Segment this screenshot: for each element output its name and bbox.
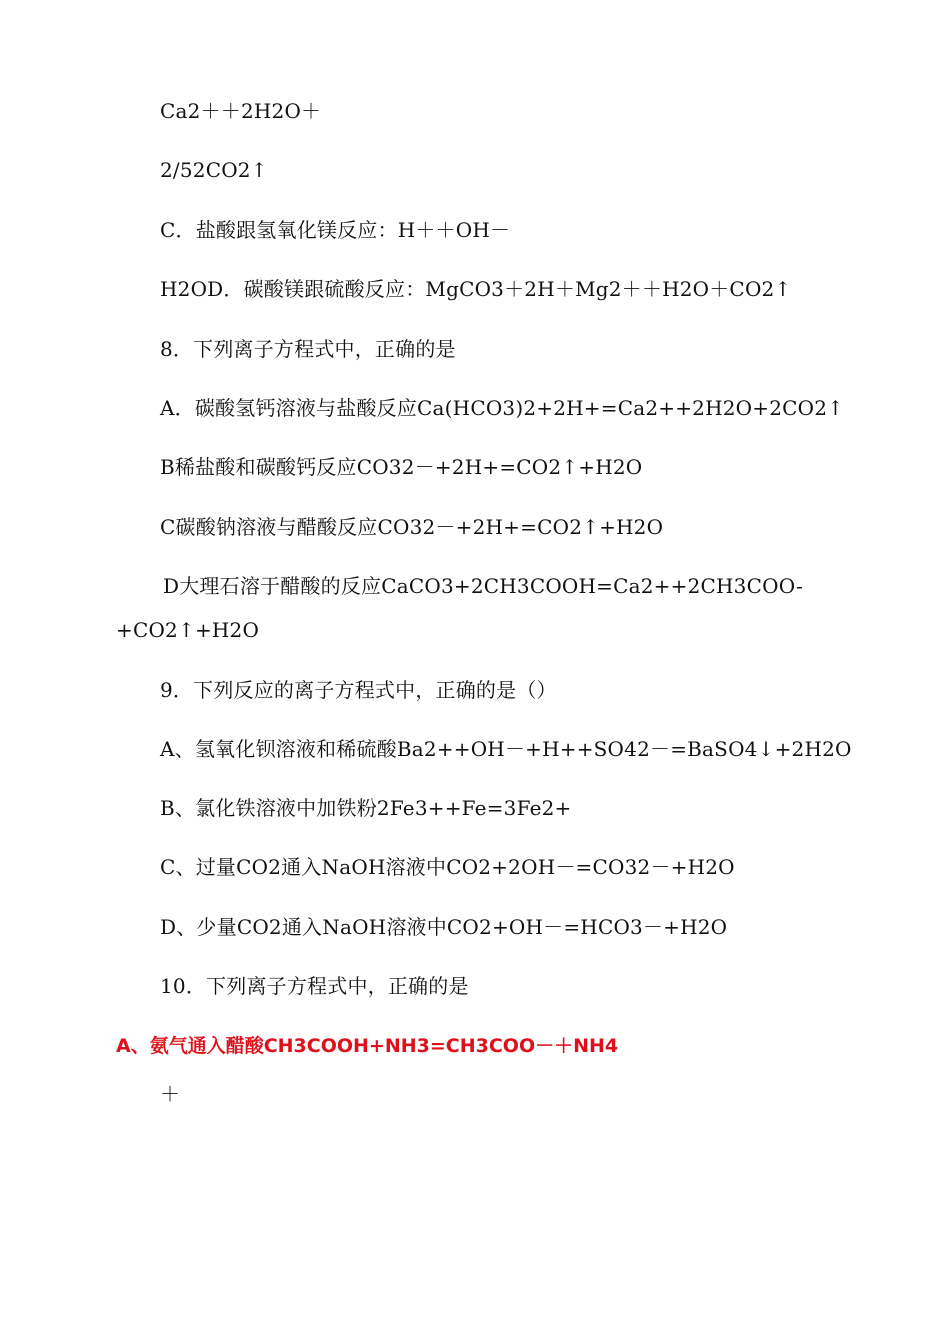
question-8-option-b: B稀盐酸和碳酸钙反应CO32－+2H+=CO2↑+H2O [160, 455, 643, 479]
option-d-mgco3-h2so4: H2OD．碳酸镁跟硫酸反应：MgCO3＋2H＋Mg2＋＋H2O＋CO2↑ [160, 277, 792, 301]
question-8-option-d-continued: +CO2↑+H2O [116, 618, 260, 642]
question-9: 9．下列反应的离子方程式中，正确的是（） [160, 678, 557, 702]
question-8: 8．下列离子方程式中，正确的是 [160, 337, 456, 361]
text-line-co2: 2/52CO2↑ [160, 158, 268, 182]
question-9-option-d: D、少量CO2通入NaOH溶液中CO2+OH－=HCO3－+H2O [160, 915, 728, 939]
question-8-option-d: D大理石溶于醋酸的反应CaCO3+2CH3COOH=Ca2++2CH3COO- [163, 574, 803, 598]
question-8-option-c: C碳酸钠溶液与醋酸反应CO32－+2H+=CO2↑+H2O [160, 515, 664, 539]
question-10: 10．下列离子方程式中，正确的是 [160, 974, 469, 998]
text-line-ca-ion: Ca2＋＋2H2O＋ [160, 99, 322, 123]
question-8-option-a: A．碳酸氢钙溶液与盐酸反应Ca(HCO3)2+2H+=Ca2++2H2O+2CO2↑ [160, 396, 845, 420]
question-9-option-c: C、过量CO2通入NaOH溶液中CO2+2OH－=CO32－+H2O [160, 855, 735, 879]
question-9-option-a: A、氢氧化钡溶液和稀硫酸Ba2++OH－+H++SO42－=BaSO4↓+2H2O [160, 737, 852, 761]
question-10-option-a-highlighted: A、氨气通入醋酸CH3COOH+NH3=CH3COO－＋NH4 [116, 1035, 619, 1057]
option-c-hcl-mgoh: C．盐酸跟氢氧化镁反应：H＋＋OH－ [160, 218, 511, 242]
question-10-option-a-plus: ＋ [160, 1082, 181, 1106]
question-9-option-b: B、氯化铁溶液中加铁粉2Fe3++Fe=3Fe2+ [160, 796, 572, 820]
